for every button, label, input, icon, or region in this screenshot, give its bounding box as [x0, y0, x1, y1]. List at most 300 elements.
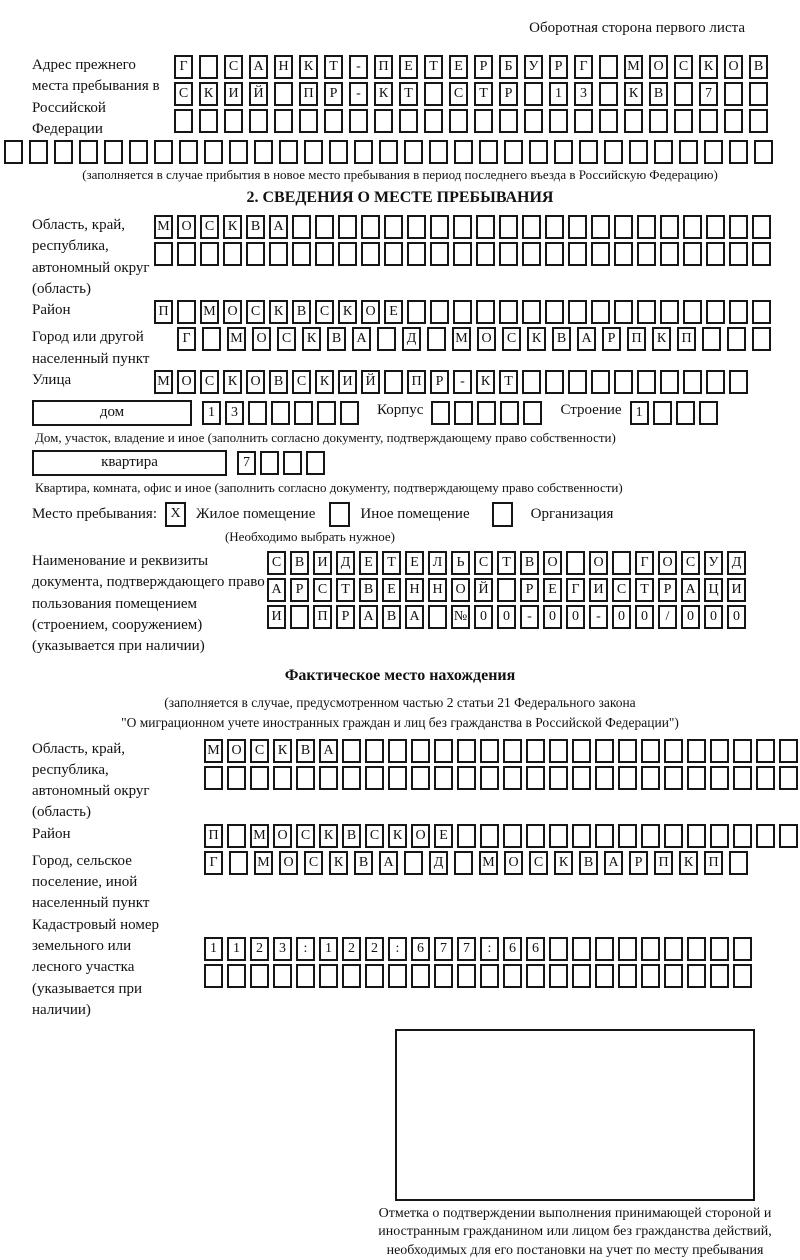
- char-cell: [568, 370, 587, 394]
- actual-region-row-1: [204, 739, 800, 763]
- char-cell: Н: [274, 55, 293, 79]
- char-cell: Г: [174, 55, 193, 79]
- char-cell: И: [224, 82, 243, 106]
- char-cell: Г: [566, 578, 585, 602]
- char-cell: [361, 242, 380, 266]
- stamp-area: [378, 1029, 772, 1260]
- char-cell: [399, 109, 418, 133]
- stay-type-option-other: Иное помещение: [360, 505, 470, 522]
- actual-region-label: Область, край, республика, автономный округ (область): [32, 740, 150, 821]
- char-cell: [591, 300, 610, 324]
- char-cell: [706, 242, 725, 266]
- char-cell: Е: [434, 824, 453, 848]
- char-cell: [526, 964, 545, 988]
- char-cell: [683, 300, 702, 324]
- char-cell: [641, 964, 660, 988]
- char-cell: М: [254, 851, 273, 875]
- char-cell: [457, 766, 476, 790]
- char-cell: -: [349, 55, 368, 79]
- char-cell: Р: [430, 370, 449, 394]
- char-cell: [476, 300, 495, 324]
- char-cell: [629, 140, 648, 164]
- char-cell: [526, 739, 545, 763]
- cadastral-row-2: [204, 964, 756, 988]
- char-cell: [749, 109, 768, 133]
- actual-city-label: Город, сельское поселение, иной населенный пункт: [32, 852, 150, 912]
- actual-district-label: Район: [32, 825, 71, 842]
- char-cell: [427, 327, 446, 351]
- char-cell: С: [315, 300, 334, 324]
- char-cell: О: [658, 551, 677, 575]
- char-cell: [522, 215, 541, 239]
- char-cell: [154, 140, 173, 164]
- char-cell: [641, 824, 660, 848]
- char-cell: [595, 937, 614, 961]
- char-cell: [365, 739, 384, 763]
- char-cell: [752, 327, 771, 351]
- char-cell: С: [174, 82, 193, 106]
- char-cell: [614, 370, 633, 394]
- char-cell: [434, 964, 453, 988]
- char-cell: О: [279, 851, 298, 875]
- char-cell: К: [223, 370, 242, 394]
- char-cell: Д: [429, 851, 448, 875]
- char-cell: [710, 964, 729, 988]
- char-cell: [591, 242, 610, 266]
- char-cell: 6: [526, 937, 545, 961]
- char-cell: [453, 242, 472, 266]
- char-cell: [503, 964, 522, 988]
- char-cell: М: [154, 215, 173, 239]
- char-cell: /: [658, 605, 677, 629]
- char-cell: О: [273, 824, 292, 848]
- prev-address-row-1: [174, 55, 774, 79]
- char-cell: [480, 766, 499, 790]
- char-cell: [618, 824, 637, 848]
- char-cell: И: [338, 370, 357, 394]
- char-cell: [503, 739, 522, 763]
- char-cell: [497, 578, 516, 602]
- char-cell: 1: [319, 937, 338, 961]
- stroenie-cells: [630, 401, 722, 425]
- char-cell: Д: [336, 551, 355, 575]
- char-cell: [683, 370, 702, 394]
- char-cell: А: [405, 605, 424, 629]
- document-row-2: [267, 578, 750, 602]
- char-cell: А: [577, 327, 596, 351]
- char-cell: П: [407, 370, 426, 394]
- char-cell: [660, 242, 679, 266]
- char-cell: О: [223, 300, 242, 324]
- char-cell: [499, 109, 518, 133]
- char-cell: С: [292, 370, 311, 394]
- actual-region-block: [32, 739, 800, 824]
- char-cell: [388, 766, 407, 790]
- char-cell: [618, 937, 637, 961]
- char-cell: П: [374, 55, 393, 79]
- char-cell: [290, 605, 309, 629]
- char-cell: В: [269, 370, 288, 394]
- char-cell: 1: [202, 401, 221, 425]
- char-cell: 2: [250, 937, 269, 961]
- char-cell: К: [374, 82, 393, 106]
- char-cell: Н: [428, 578, 447, 602]
- char-cell: [727, 327, 746, 351]
- char-cell: Ц: [704, 578, 723, 602]
- char-cell: А: [249, 55, 268, 79]
- char-cell: Т: [399, 82, 418, 106]
- char-cell: [499, 242, 518, 266]
- korpus-label: Корпус: [377, 401, 424, 418]
- char-cell: №: [451, 605, 470, 629]
- char-cell: [504, 140, 523, 164]
- char-cell: [428, 605, 447, 629]
- char-cell: К: [527, 327, 546, 351]
- char-cell: [706, 215, 725, 239]
- char-cell: У: [524, 55, 543, 79]
- city-block: [32, 327, 800, 370]
- char-cell: [679, 140, 698, 164]
- char-cell: [365, 766, 384, 790]
- char-cell: [572, 824, 591, 848]
- actual-district-block: [32, 824, 800, 851]
- char-cell: [699, 401, 718, 425]
- char-cell: [660, 370, 679, 394]
- char-cell: В: [520, 551, 539, 575]
- char-cell: [526, 766, 545, 790]
- char-cell: [618, 739, 637, 763]
- char-cell: [453, 300, 472, 324]
- char-cell: [653, 401, 672, 425]
- char-cell: [624, 109, 643, 133]
- char-cell: [454, 401, 473, 425]
- char-cell: :: [480, 937, 499, 961]
- char-cell: [522, 242, 541, 266]
- char-cell: Т: [474, 82, 493, 106]
- char-cell: С: [250, 739, 269, 763]
- char-cell: [430, 300, 449, 324]
- korpus-cells: [431, 401, 546, 425]
- char-cell: [274, 82, 293, 106]
- char-cell: [174, 109, 193, 133]
- char-cell: [687, 824, 706, 848]
- char-cell: П: [299, 82, 318, 106]
- char-cell: С: [502, 327, 521, 351]
- char-cell: 0: [497, 605, 516, 629]
- char-cell: [229, 851, 248, 875]
- stay-type-option-residential: Жилое помещение: [196, 505, 316, 522]
- char-cell: [424, 82, 443, 106]
- char-cell: [549, 937, 568, 961]
- char-cell: 0: [566, 605, 585, 629]
- char-cell: [499, 215, 518, 239]
- char-cell: Й: [249, 82, 268, 106]
- char-cell: К: [476, 370, 495, 394]
- char-cell: 1: [204, 937, 223, 961]
- char-cell: Р: [474, 55, 493, 79]
- document-grid: [267, 551, 750, 632]
- char-cell: М: [250, 824, 269, 848]
- char-cell: [604, 140, 623, 164]
- char-cell: :: [296, 937, 315, 961]
- char-cell: А: [269, 215, 288, 239]
- char-cell: Р: [602, 327, 621, 351]
- char-cell: [526, 824, 545, 848]
- char-cell: [710, 739, 729, 763]
- cadastral-block: [32, 915, 800, 1021]
- char-cell: А: [681, 578, 700, 602]
- char-cell: 6: [503, 937, 522, 961]
- char-cell: [641, 937, 660, 961]
- char-cell: [574, 109, 593, 133]
- document-row-1: [267, 551, 750, 575]
- char-cell: [549, 964, 568, 988]
- char-cell: [453, 215, 472, 239]
- char-cell: В: [354, 851, 373, 875]
- char-cell: [599, 109, 618, 133]
- prev-address-grid: [174, 55, 774, 136]
- char-cell: И: [267, 605, 286, 629]
- char-cell: Т: [336, 578, 355, 602]
- char-cell: [704, 140, 723, 164]
- char-cell: И: [313, 551, 332, 575]
- char-cell: [424, 109, 443, 133]
- char-cell: Б: [499, 55, 518, 79]
- char-cell: Р: [499, 82, 518, 106]
- char-cell: И: [727, 578, 746, 602]
- char-cell: [315, 215, 334, 239]
- char-cell: [710, 824, 729, 848]
- char-cell: П: [627, 327, 646, 351]
- char-cell: [430, 242, 449, 266]
- char-cell: [752, 242, 771, 266]
- section2-title: 2. СВЕДЕНИЯ О МЕСТЕ ПРЕБЫВАНИЯ: [246, 189, 554, 207]
- char-cell: [756, 766, 775, 790]
- apartment-cells: [237, 451, 329, 475]
- char-cell: [522, 300, 541, 324]
- actual-region-row-2: [204, 766, 800, 790]
- char-cell: [779, 766, 798, 790]
- char-cell: С: [474, 551, 493, 575]
- char-cell: Е: [405, 551, 424, 575]
- char-cell: П: [704, 851, 723, 875]
- stay-type-checkbox-other: [329, 502, 350, 527]
- district-row: [154, 300, 775, 324]
- char-cell: [733, 739, 752, 763]
- char-cell: В: [359, 578, 378, 602]
- char-cell: К: [302, 327, 321, 351]
- confirmation-stamp-box: [395, 1029, 755, 1201]
- char-cell: [104, 140, 123, 164]
- char-cell: [529, 140, 548, 164]
- char-cell: М: [452, 327, 471, 351]
- char-cell: А: [604, 851, 623, 875]
- char-cell: [579, 140, 598, 164]
- char-cell: [614, 215, 633, 239]
- char-cell: С: [277, 327, 296, 351]
- char-cell: [204, 140, 223, 164]
- char-cell: [545, 300, 564, 324]
- char-cell: Р: [520, 578, 539, 602]
- char-cell: 3: [225, 401, 244, 425]
- char-cell: С: [313, 578, 332, 602]
- char-cell: [595, 964, 614, 988]
- char-cell: Е: [384, 300, 403, 324]
- char-cell: К: [315, 370, 334, 394]
- char-cell: [250, 964, 269, 988]
- char-cell: [411, 739, 430, 763]
- char-cell: [292, 215, 311, 239]
- char-cell: 0: [543, 605, 562, 629]
- char-cell: [683, 242, 702, 266]
- char-cell: [227, 964, 246, 988]
- char-cell: [199, 55, 218, 79]
- char-cell: [292, 242, 311, 266]
- char-cell: [779, 824, 798, 848]
- char-cell: [687, 964, 706, 988]
- char-cell: -: [349, 82, 368, 106]
- char-cell: [660, 300, 679, 324]
- char-cell: [568, 242, 587, 266]
- char-cell: [200, 242, 219, 266]
- char-cell: [637, 215, 656, 239]
- char-cell: [342, 964, 361, 988]
- char-cell: [476, 215, 495, 239]
- house-box-label: дом: [32, 400, 192, 426]
- char-cell: 6: [411, 937, 430, 961]
- char-cell: [480, 824, 499, 848]
- char-cell: К: [554, 851, 573, 875]
- char-cell: [294, 401, 313, 425]
- document-block: [32, 551, 800, 657]
- char-cell: Р: [336, 605, 355, 629]
- char-cell: [340, 401, 359, 425]
- char-cell: 0: [474, 605, 493, 629]
- char-cell: К: [223, 215, 242, 239]
- char-cell: [388, 739, 407, 763]
- char-cell: [641, 739, 660, 763]
- char-cell: [411, 964, 430, 988]
- char-cell: [733, 964, 752, 988]
- char-cell: К: [679, 851, 698, 875]
- house-note: Дом, участок, владение и иное (заполнить согласно документу, подтверждающему право собственности): [35, 429, 616, 445]
- char-cell: 7: [457, 937, 476, 961]
- document-label: Наименование и реквизиты документа, подтверждающего право пользования помещением (строением, сооружением) (указывается при наличии): [32, 552, 265, 655]
- char-cell: Л: [428, 551, 447, 575]
- char-cell: Г: [204, 851, 223, 875]
- char-cell: 2: [365, 937, 384, 961]
- char-cell: К: [652, 327, 671, 351]
- char-cell: Ь: [451, 551, 470, 575]
- char-cell: [664, 824, 683, 848]
- char-cell: 0: [612, 605, 631, 629]
- char-cell: М: [624, 55, 643, 79]
- char-cell: [752, 300, 771, 324]
- char-cell: [177, 300, 196, 324]
- char-cell: Г: [177, 327, 196, 351]
- char-cell: [404, 140, 423, 164]
- stay-type-option-organization: Организация: [530, 505, 614, 522]
- char-cell: В: [552, 327, 571, 351]
- region-row-1: [154, 215, 775, 239]
- char-cell: В: [290, 551, 309, 575]
- char-cell: 7: [237, 451, 256, 475]
- char-cell: [729, 242, 748, 266]
- char-cell: [229, 140, 248, 164]
- char-cell: А: [379, 851, 398, 875]
- char-cell: [706, 370, 725, 394]
- char-cell: [388, 964, 407, 988]
- char-cell: [706, 300, 725, 324]
- stay-type-checkbox-organization: [492, 502, 513, 527]
- char-cell: Е: [382, 578, 401, 602]
- char-cell: [260, 451, 279, 475]
- region-block: [32, 215, 800, 300]
- char-cell: [480, 739, 499, 763]
- char-cell: С: [200, 370, 219, 394]
- char-cell: [479, 140, 498, 164]
- cadastral-row-1: [204, 937, 756, 961]
- char-cell: [430, 215, 449, 239]
- char-cell: [354, 140, 373, 164]
- char-cell: 1: [630, 401, 649, 425]
- actual-location-note-1: (заполняется в случае, предусмотренном частью 2 статьи 21 Федерального закона: [164, 695, 636, 711]
- char-cell: [4, 140, 23, 164]
- char-cell: -: [520, 605, 539, 629]
- char-cell: [407, 300, 426, 324]
- char-cell: [687, 766, 706, 790]
- char-cell: [434, 766, 453, 790]
- char-cell: А: [359, 605, 378, 629]
- char-cell: П: [677, 327, 696, 351]
- apartment-box-label: квартира: [32, 450, 227, 476]
- actual-district-row: [204, 824, 800, 848]
- char-cell: [250, 766, 269, 790]
- char-cell: [756, 824, 775, 848]
- prev-address-row-4: [4, 140, 800, 164]
- char-cell: [79, 140, 98, 164]
- char-cell: [177, 242, 196, 266]
- char-cell: В: [749, 55, 768, 79]
- char-cell: [306, 451, 325, 475]
- char-cell: 1: [549, 82, 568, 106]
- char-cell: В: [296, 739, 315, 763]
- char-cell: [411, 766, 430, 790]
- char-cell: [599, 55, 618, 79]
- char-cell: [349, 109, 368, 133]
- char-cell: Т: [324, 55, 343, 79]
- prev-address-row-2: [174, 82, 774, 106]
- actual-location-note-2: "О миграционном учете иностранных граждан и лиц без гражданства в Российской Федерации"): [121, 715, 679, 731]
- prev-address-label: Адрес прежнего места пребывания в Российской Федерации: [32, 57, 160, 137]
- char-cell: [614, 242, 633, 266]
- stay-type-row: [32, 502, 800, 527]
- char-cell: В: [342, 824, 361, 848]
- char-cell: [404, 851, 423, 875]
- char-cell: [591, 215, 610, 239]
- char-cell: К: [299, 55, 318, 79]
- char-cell: М: [154, 370, 173, 394]
- char-cell: [179, 140, 198, 164]
- char-cell: [54, 140, 73, 164]
- char-cell: [204, 766, 223, 790]
- char-cell: М: [200, 300, 219, 324]
- char-cell: Р: [290, 578, 309, 602]
- char-cell: [754, 140, 773, 164]
- char-cell: [614, 300, 633, 324]
- char-cell: [227, 824, 246, 848]
- char-cell: 0: [727, 605, 746, 629]
